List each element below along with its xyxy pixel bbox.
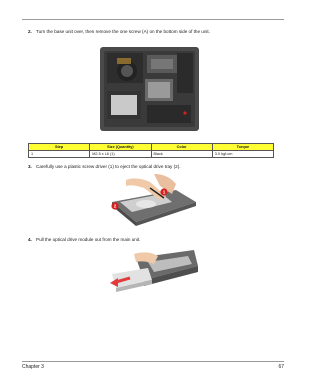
table-row bbox=[29, 151, 274, 158]
eject-tray-photo bbox=[106, 172, 198, 227]
base-unit-bottom-photo bbox=[97, 43, 202, 135]
callout-2: 2 bbox=[113, 203, 117, 209]
top-rule bbox=[22, 19, 284, 20]
bottom-rule bbox=[22, 361, 284, 362]
step-number: 4. bbox=[28, 237, 32, 242]
step-number: 3. bbox=[28, 164, 32, 169]
step-text: Carefully use a plastic screw driver (1) to eject the optical drive tray (2). bbox=[36, 164, 181, 169]
table-header: Torque bbox=[212, 144, 273, 151]
step-2 bbox=[28, 29, 210, 35]
step-3 bbox=[28, 164, 181, 170]
pull-drive-photo bbox=[108, 244, 200, 299]
callout-1: 1 bbox=[162, 189, 166, 195]
step-text: Pull the optical drive module out from the main unit. bbox=[36, 237, 141, 242]
table-header-row bbox=[29, 144, 274, 151]
step-number: 2. bbox=[28, 29, 32, 34]
table-header: Color bbox=[151, 144, 212, 151]
table-header: Size (Quantity) bbox=[90, 144, 151, 151]
table-cell: M2.5 x L6 (1) bbox=[90, 151, 151, 158]
footer-page-number: 67 bbox=[278, 364, 284, 370]
step-text: Turn the base unit over, then remove the one screw (A) on the bottom side of the unit. bbox=[36, 29, 210, 34]
table-cell: 3.0 kgf-cm bbox=[212, 151, 273, 158]
footer-chapter: Chapter 3 bbox=[22, 364, 44, 370]
table-cell: Black bbox=[151, 151, 212, 158]
step-4 bbox=[28, 237, 140, 243]
screw-spec-table bbox=[28, 143, 274, 158]
table-cell: 1 bbox=[29, 151, 90, 158]
table-header: Step bbox=[29, 144, 90, 151]
